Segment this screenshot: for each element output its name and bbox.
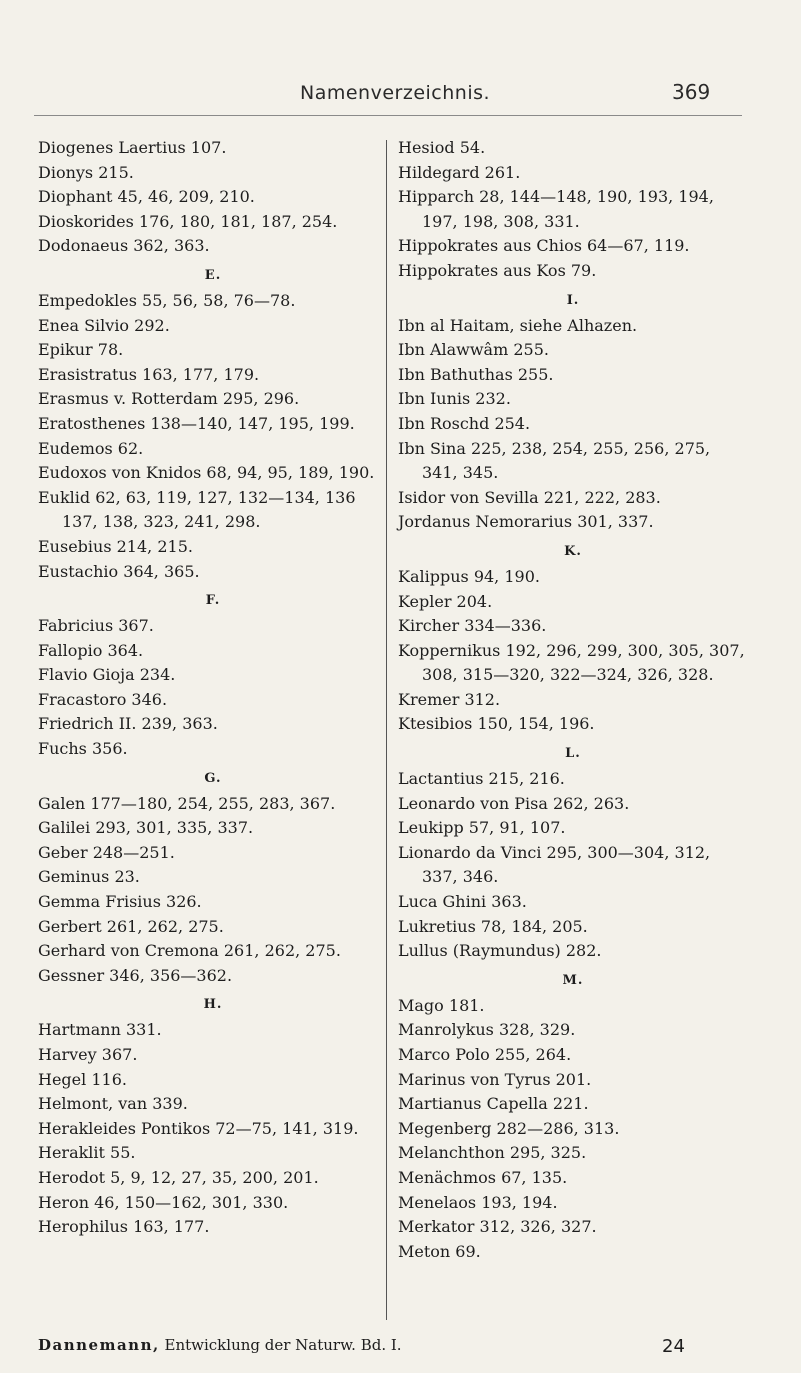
index-entry: Epikur 78.: [38, 340, 124, 360]
index-entry: Ibn Bathuthas 255.: [398, 364, 554, 384]
running-head: [0, 78, 801, 108]
index-entry: Eustachio 364, 365.: [38, 561, 200, 581]
index-entry: Martianus Capella 221.: [398, 1094, 589, 1114]
page-footer: [38, 1336, 746, 1362]
index-entry: Ibn Sina 225, 238, 254, 255, 256, 275, 341, 345.: [398, 438, 711, 483]
index-entry: Lionardo da Vinci 295, 300—304, 312, 337, 346.: [398, 842, 711, 887]
index-entry: Hegel 116.: [38, 1069, 127, 1089]
index-entry: Ktesibios 150, 154, 196.: [398, 714, 595, 734]
index-entry: Hippokrates aus Chios 64—67, 119.: [398, 236, 690, 256]
section-letter: H.: [203, 997, 223, 1013]
index-entry: Erasmus v. Rotterdam 295, 296.: [38, 389, 300, 409]
index-entry: Ibn Alawwâm 255.: [398, 340, 549, 360]
index-entry: Herophilus 163, 177.: [38, 1217, 210, 1237]
index-entry: Lukretius 78, 184, 205.: [398, 916, 588, 936]
index-entry: Megenberg 282—286, 313.: [398, 1118, 620, 1138]
index-entry: Galilei 293, 301, 335, 337.: [38, 818, 254, 838]
index-entry: Euklid 62, 63, 119, 127, 132—134, 136 137, 138, 323, 241, 298.: [38, 487, 356, 532]
index-entry: Diogenes Laertius 107.: [38, 138, 227, 157]
index-entry: Lullus (Raymundus) 282.: [398, 941, 602, 961]
index-entry: Eudoxos von Knidos 68, 94, 95, 189, 190.: [38, 463, 375, 483]
index-entry: Hartmann 331.: [38, 1020, 162, 1040]
section-letter: K.: [564, 543, 582, 559]
index-entry: Fuchs 356.: [38, 739, 128, 759]
index-entry: Flavio Gioja 234.: [38, 665, 176, 685]
index-entry: Manrolykus 328, 329.: [398, 1020, 576, 1040]
index-entry: Hipparch 28, 144—148, 190, 193, 194, 197, 198, 308, 331.: [398, 187, 714, 231]
index-entry: Mago 181.: [398, 995, 485, 1015]
index-entry: Hippokrates aus Kos 79.: [398, 260, 597, 280]
signature-mark: 24: [662, 1336, 685, 1357]
index-entry: Kircher 334—336.: [398, 616, 547, 636]
index-entry: Meton 69.: [398, 1241, 481, 1261]
index-entry: Lactantius 215, 216.: [398, 769, 565, 789]
index-entry: Gerhard von Cremona 261, 262, 275.: [38, 941, 341, 961]
page-number: 369: [672, 80, 711, 104]
index-entry: Herodot 5, 9, 12, 27, 35, 200, 201.: [38, 1167, 319, 1187]
running-title: Namenverzeichnis.: [300, 82, 491, 104]
index-entry: Gemma Frisius 326.: [38, 892, 202, 912]
index-entry: Marinus von Tyrus 201.: [398, 1069, 592, 1089]
index-entry: Ibn Roschd 254.: [398, 413, 531, 433]
section-letter: G.: [204, 770, 222, 786]
index-entry: Jordanus Nemorarius 301, 337.: [398, 512, 654, 532]
index-entry: Empedokles 55, 56, 58, 76—78.: [38, 290, 296, 310]
index-entry: Heron 46, 150—162, 301, 330.: [38, 1192, 289, 1212]
index-entry: Isidor von Sevilla 221, 222, 283.: [398, 487, 661, 507]
index-entry: Menelaos 193, 194.: [398, 1192, 558, 1212]
index-entry: Leonardo von Pisa 262, 263.: [398, 793, 630, 813]
index-entry: Gessner 346, 356—362.: [38, 965, 233, 985]
index-entry: Geber 248—251.: [38, 842, 175, 862]
index-entry: Kepler 204.: [398, 591, 493, 611]
index-entry: Merkator 312, 326, 327.: [398, 1217, 597, 1237]
index-entry: Ibn al Haitam, siehe Alhazen.: [398, 315, 638, 335]
index-entry: Dodonaeus 362, 363.: [38, 236, 210, 256]
index-entry: Diophant 45, 46, 209, 210.: [38, 187, 255, 207]
header-rule: [34, 115, 742, 116]
index-entry: Ibn Iunis 232.: [398, 389, 511, 409]
index-entry: Fabricius 367.: [38, 616, 154, 636]
index-entry: Fallopio 364.: [38, 640, 144, 660]
index-entry: Erasistratus 163, 177, 179.: [38, 364, 260, 384]
index-column-right: [398, 136, 748, 1264]
index-entry: Hildegard 261.: [398, 162, 521, 182]
index-entry: Eusebius 214, 215.: [38, 536, 193, 556]
section-letter: L.: [565, 746, 581, 762]
section-letter: F.: [205, 593, 221, 609]
index-entry: Helmont, van 339.: [38, 1094, 188, 1114]
index-entry: Menächmos 67, 135.: [398, 1167, 568, 1187]
section-letter: E.: [204, 267, 222, 283]
index-entry: Enea Silvio 292.: [38, 315, 170, 335]
index-entry: Kremer 312.: [398, 689, 501, 709]
index-entry: Gerbert 261, 262, 275.: [38, 916, 224, 936]
index-entry: Dionys 215.: [38, 162, 134, 182]
column-divider: [386, 140, 387, 1320]
index-column-left: [38, 136, 388, 1240]
index-entry: Herakleides Pontikos 72—75, 141, 319.: [38, 1118, 359, 1138]
index-entry: Heraklit 55.: [38, 1143, 136, 1163]
index-entry: Marco Polo 255, 264.: [398, 1045, 572, 1064]
footer-work: Entwicklung der Naturw. Bd. I.: [164, 1336, 402, 1354]
index-entry: Melanchthon 295, 325.: [398, 1143, 587, 1163]
index-entry: Harvey 367.: [38, 1045, 138, 1064]
index-entry: Dioskorides 176, 180, 181, 187, 254.: [38, 211, 338, 231]
index-entry: Galen 177—180, 254, 255, 283, 367.: [38, 793, 336, 813]
index-entry: Hesiod 54.: [398, 138, 486, 157]
section-letter: I.: [566, 292, 580, 308]
index-entry: Eratosthenes 138—140, 147, 195, 199.: [38, 413, 355, 433]
index-entry: Geminus 23.: [38, 867, 140, 887]
section-letter: M.: [562, 972, 584, 988]
index-entry: Eudemos 62.: [38, 438, 144, 458]
index-entry: Kalippus 94, 190.: [398, 566, 540, 586]
index-entry: Leukipp 57, 91, 107.: [398, 818, 566, 838]
index-entry: Friedrich II. 239, 363.: [38, 714, 218, 734]
index-entry: Koppernikus 192, 296, 299, 300, 305, 307, 308, 315—320, 322—324, 326, 328.: [398, 640, 745, 685]
index-entry: Luca Ghini 363.: [398, 892, 527, 912]
index-entry: Fracastoro 346.: [38, 689, 168, 709]
footer-author: Dannemann,: [38, 1336, 160, 1354]
